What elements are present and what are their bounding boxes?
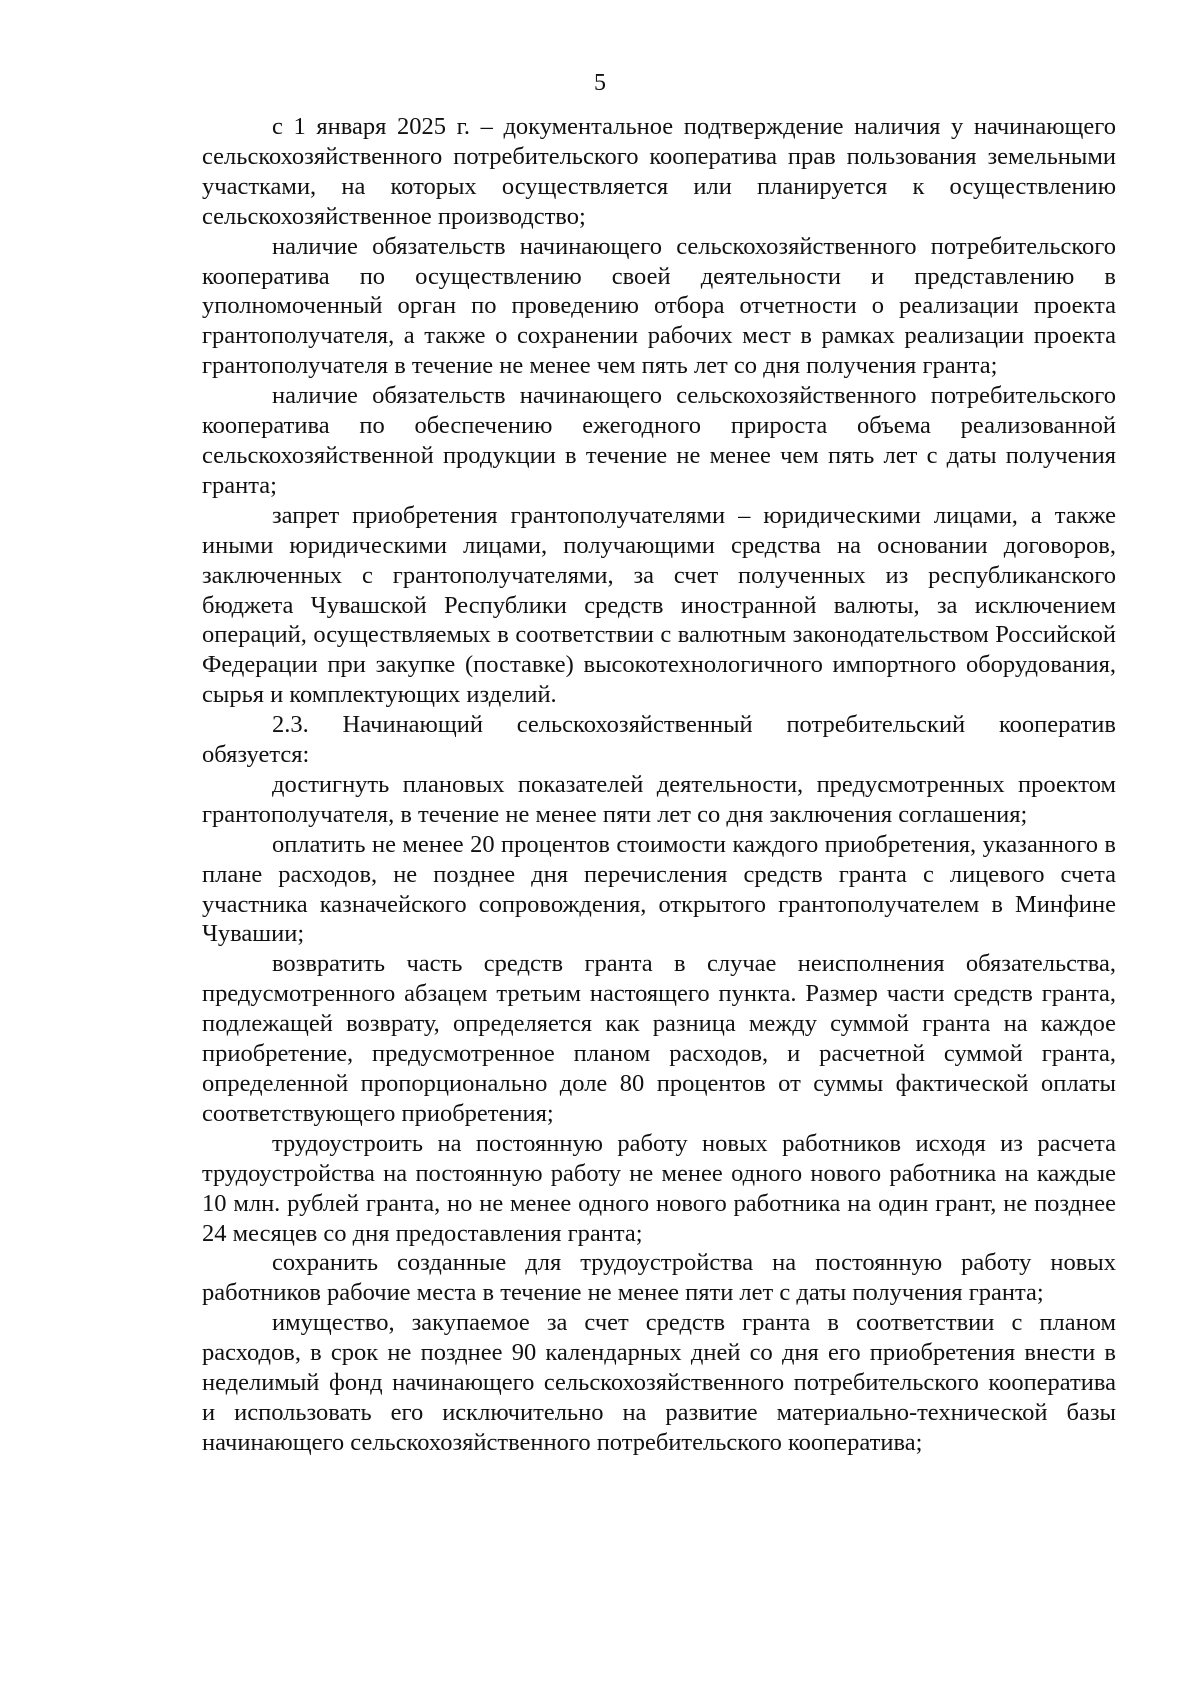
- paragraph-3: наличие обязательств начинающего сельскохозяйственного потребительского кооператива по обеспечению ежегодного прироста объема реализованной сельскохозяйственной продукции в течение не менее чем пять лет с даты получения гранта;: [202, 382, 1116, 499]
- paragraph-2: наличие обязательств начинающего сельскохозяйственного потребительского кооператива по осуществлению своей деятельности и представлению в уполномоченный орган по проведению отбора отчетности о реализации проекта грантополучателя, а также о сохранении рабочих мест в рамках реализации проекта грантополучателя в течение не менее чем пять лет со дня получения гранта;: [202, 232, 1116, 380]
- paragraph-11: имущество, закупаемое за счет средств гранта в соответствии с планом расходов, в срок не позднее 90 календарных дней со дня его приобретения внести в неделимый фонд начинающего сельскохозяйственного потребительского кооператива и использовать его исключительно на развитие материально-технической базы начинающего сельскохозяйственного потребительского кооператива;: [202, 1309, 1116, 1456]
- paragraph-9: трудоустроить на постоянную работу новых работников исходя из расчета трудоустройства на постоянную работу не менее одного нового работника на каждые 10 млн. рублей гранта, но не менее одного нового работника на один грант, не позднее 24 месяцев со дня предоставления гранта;: [202, 1129, 1116, 1247]
- paragraph-1: с 1 января 2025 г. – документальное подтверждение наличия у начинающего сельскохозяйственного потребительского кооператива прав пользования земельными участками, на которых осуществляется или планируется к осуществлению сельскохозяйственное производство;: [202, 113, 1116, 230]
- page-number: 5: [594, 70, 606, 96]
- paragraph-4: запрет приобретения грантополучателями – юридическими лицами, а также иными юридическими лицами, получающими средства на основании договоров, заключенных с грантополучателями, за счет полученных из республиканского бюджета Чувашской Республики средств иностранной валюты, за исключением операций, осуществляемых в соответствии с валютным законодательством Российской Федерации при закупке (поставке) высокотехнологичного импортного оборудования, сырья и комплектующих изделий.: [202, 501, 1116, 709]
- paragraph-10: сохранить созданные для трудоустройства на постоянную работу новых работников рабочие места в течение не менее пяти лет с даты получения гранта;: [202, 1249, 1116, 1307]
- paragraph-6: достигнуть плановых показателей деятельности, предусмотренных проектом грантополучателя, в течение не менее пяти лет со дня заключения соглашения;: [202, 770, 1116, 828]
- paragraph-7: оплатить не менее 20 процентов стоимости каждого приобретения, указанного в плане расходов, не позднее дня перечисления средств гранта с лицевого счета участника казначейского сопровождения, открытого грантополучателем в Минфине Чувашии;: [202, 830, 1116, 948]
- paragraph-5: 2.3. Начинающий сельскохозяйственный потребительский кооператив обязуется:: [202, 711, 1116, 769]
- document-body: [202, 112, 1116, 1458]
- paragraph-8: возвратить часть средств гранта в случае неисполнения обязательства, предусмотренного абзацем третьим настоящего пункта. Размер части средств гранта, подлежащей возврату, определяется как разница между суммой гранта на каждое приобретение, предусмотренное планом расходов, и расчетной суммой гранта, определенной пропорционально доле 80 процентов от суммы фактической оплаты соответствующего приобретения;: [202, 950, 1116, 1127]
